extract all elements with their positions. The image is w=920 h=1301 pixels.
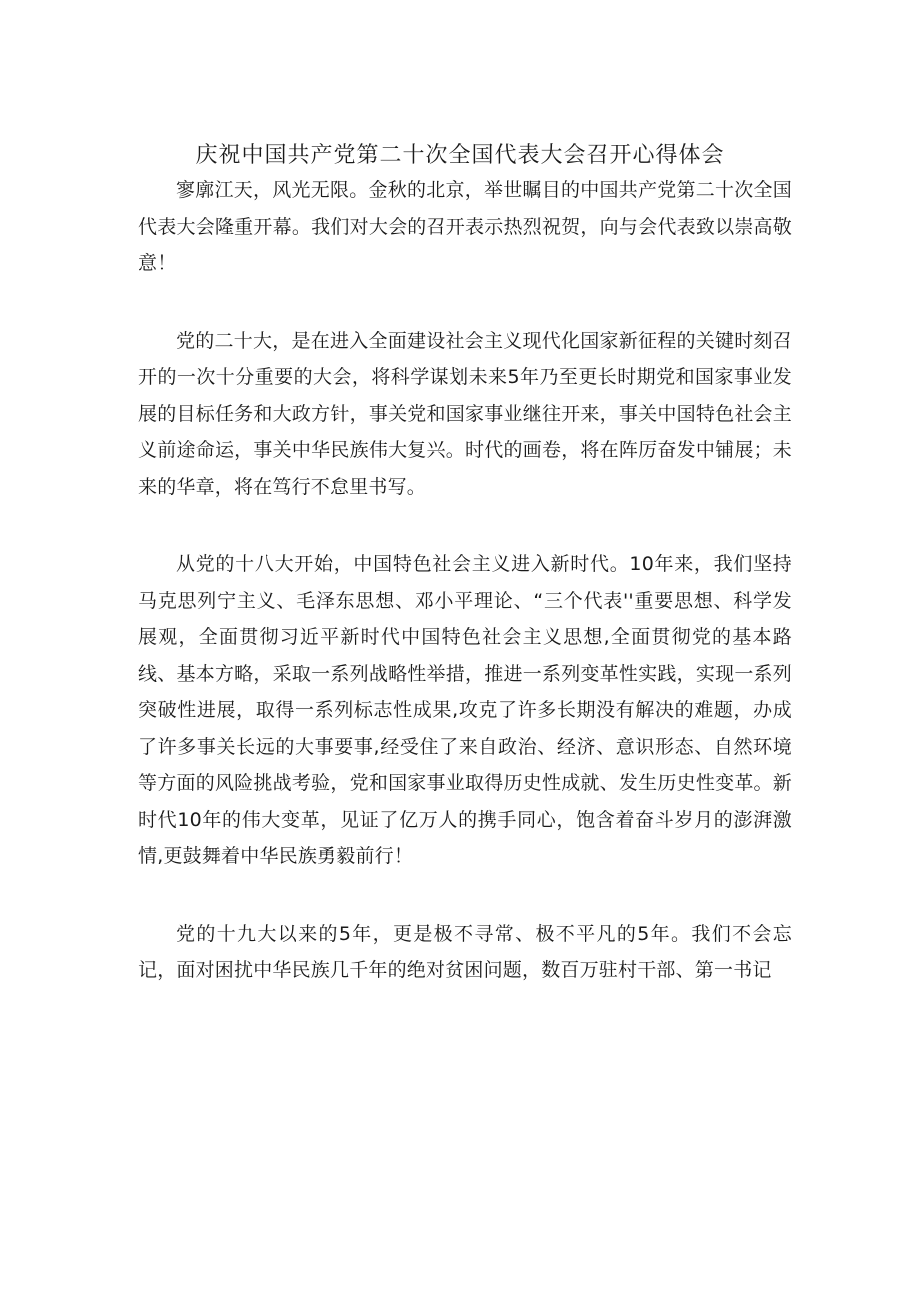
paragraph-2: 党的二十大，是在进入全面建设社会主义现代化国家新征程的关键时刻召开的一次十分重要的大会，将科学谋划未来5年乃至更长时期党和国家事业发展的目标任务和大政方针，事关党和国家事业继往开来，事关中国特色社会主义前途命运，事关中华民族伟大复兴。时代的画卷，将在阵厉奋发中铺展；未来的华章，将在笃行不怠里书写。: [138, 329, 792, 498]
paragraph-4: 党的十九大以来的5年，更是极不寻常、极不平凡的5年。我们不会忘记，面对困扰中华民族几千年的绝对贫困问题，数百万驻村干部、第一书记: [138, 922, 792, 981]
paragraph-3: 从党的十八大开始，中国特色社会主义进入新时代。10年来，我们坚持马克思列宁主义、毛泽东思想、邓小平理论、“三个代表''重要思想、科学发展观，全面贯彻习近平新时代中国特色社会主义思想,全面贯彻党的基本路线、基本方略，采取一系列战略性举措，推进一系列变革性实践，实现一系列突破性进展，取得一系列标志性成果,攻克了许多长期没有解决的难题，办成了许多事关长远的大事要事,经受住了来自政治、经济、意识形态、自然环境等方面的风险挑战考验，党和国家事业取得历史性成就、发生历史性变革。新时代10年的伟大变革，见证了亿万人的携手同心，饱含着奋斗岁月的澎湃激情,更鼓舞着中华民族勇毅前行！: [138, 553, 792, 867]
paragraph-1: 寥廓江天，风光无限。金秋的北京，举世瞩目的中国共产党第二十次全国代表大会隆重开幕。我们对大会的召开表示热烈祝贺，向与会代表致以崇高敬意！: [138, 179, 792, 274]
document-title: 庆祝中国共产党第二十次全国代表大会召开心得体会: [195, 143, 725, 168]
document-body: [138, 172, 792, 1030]
